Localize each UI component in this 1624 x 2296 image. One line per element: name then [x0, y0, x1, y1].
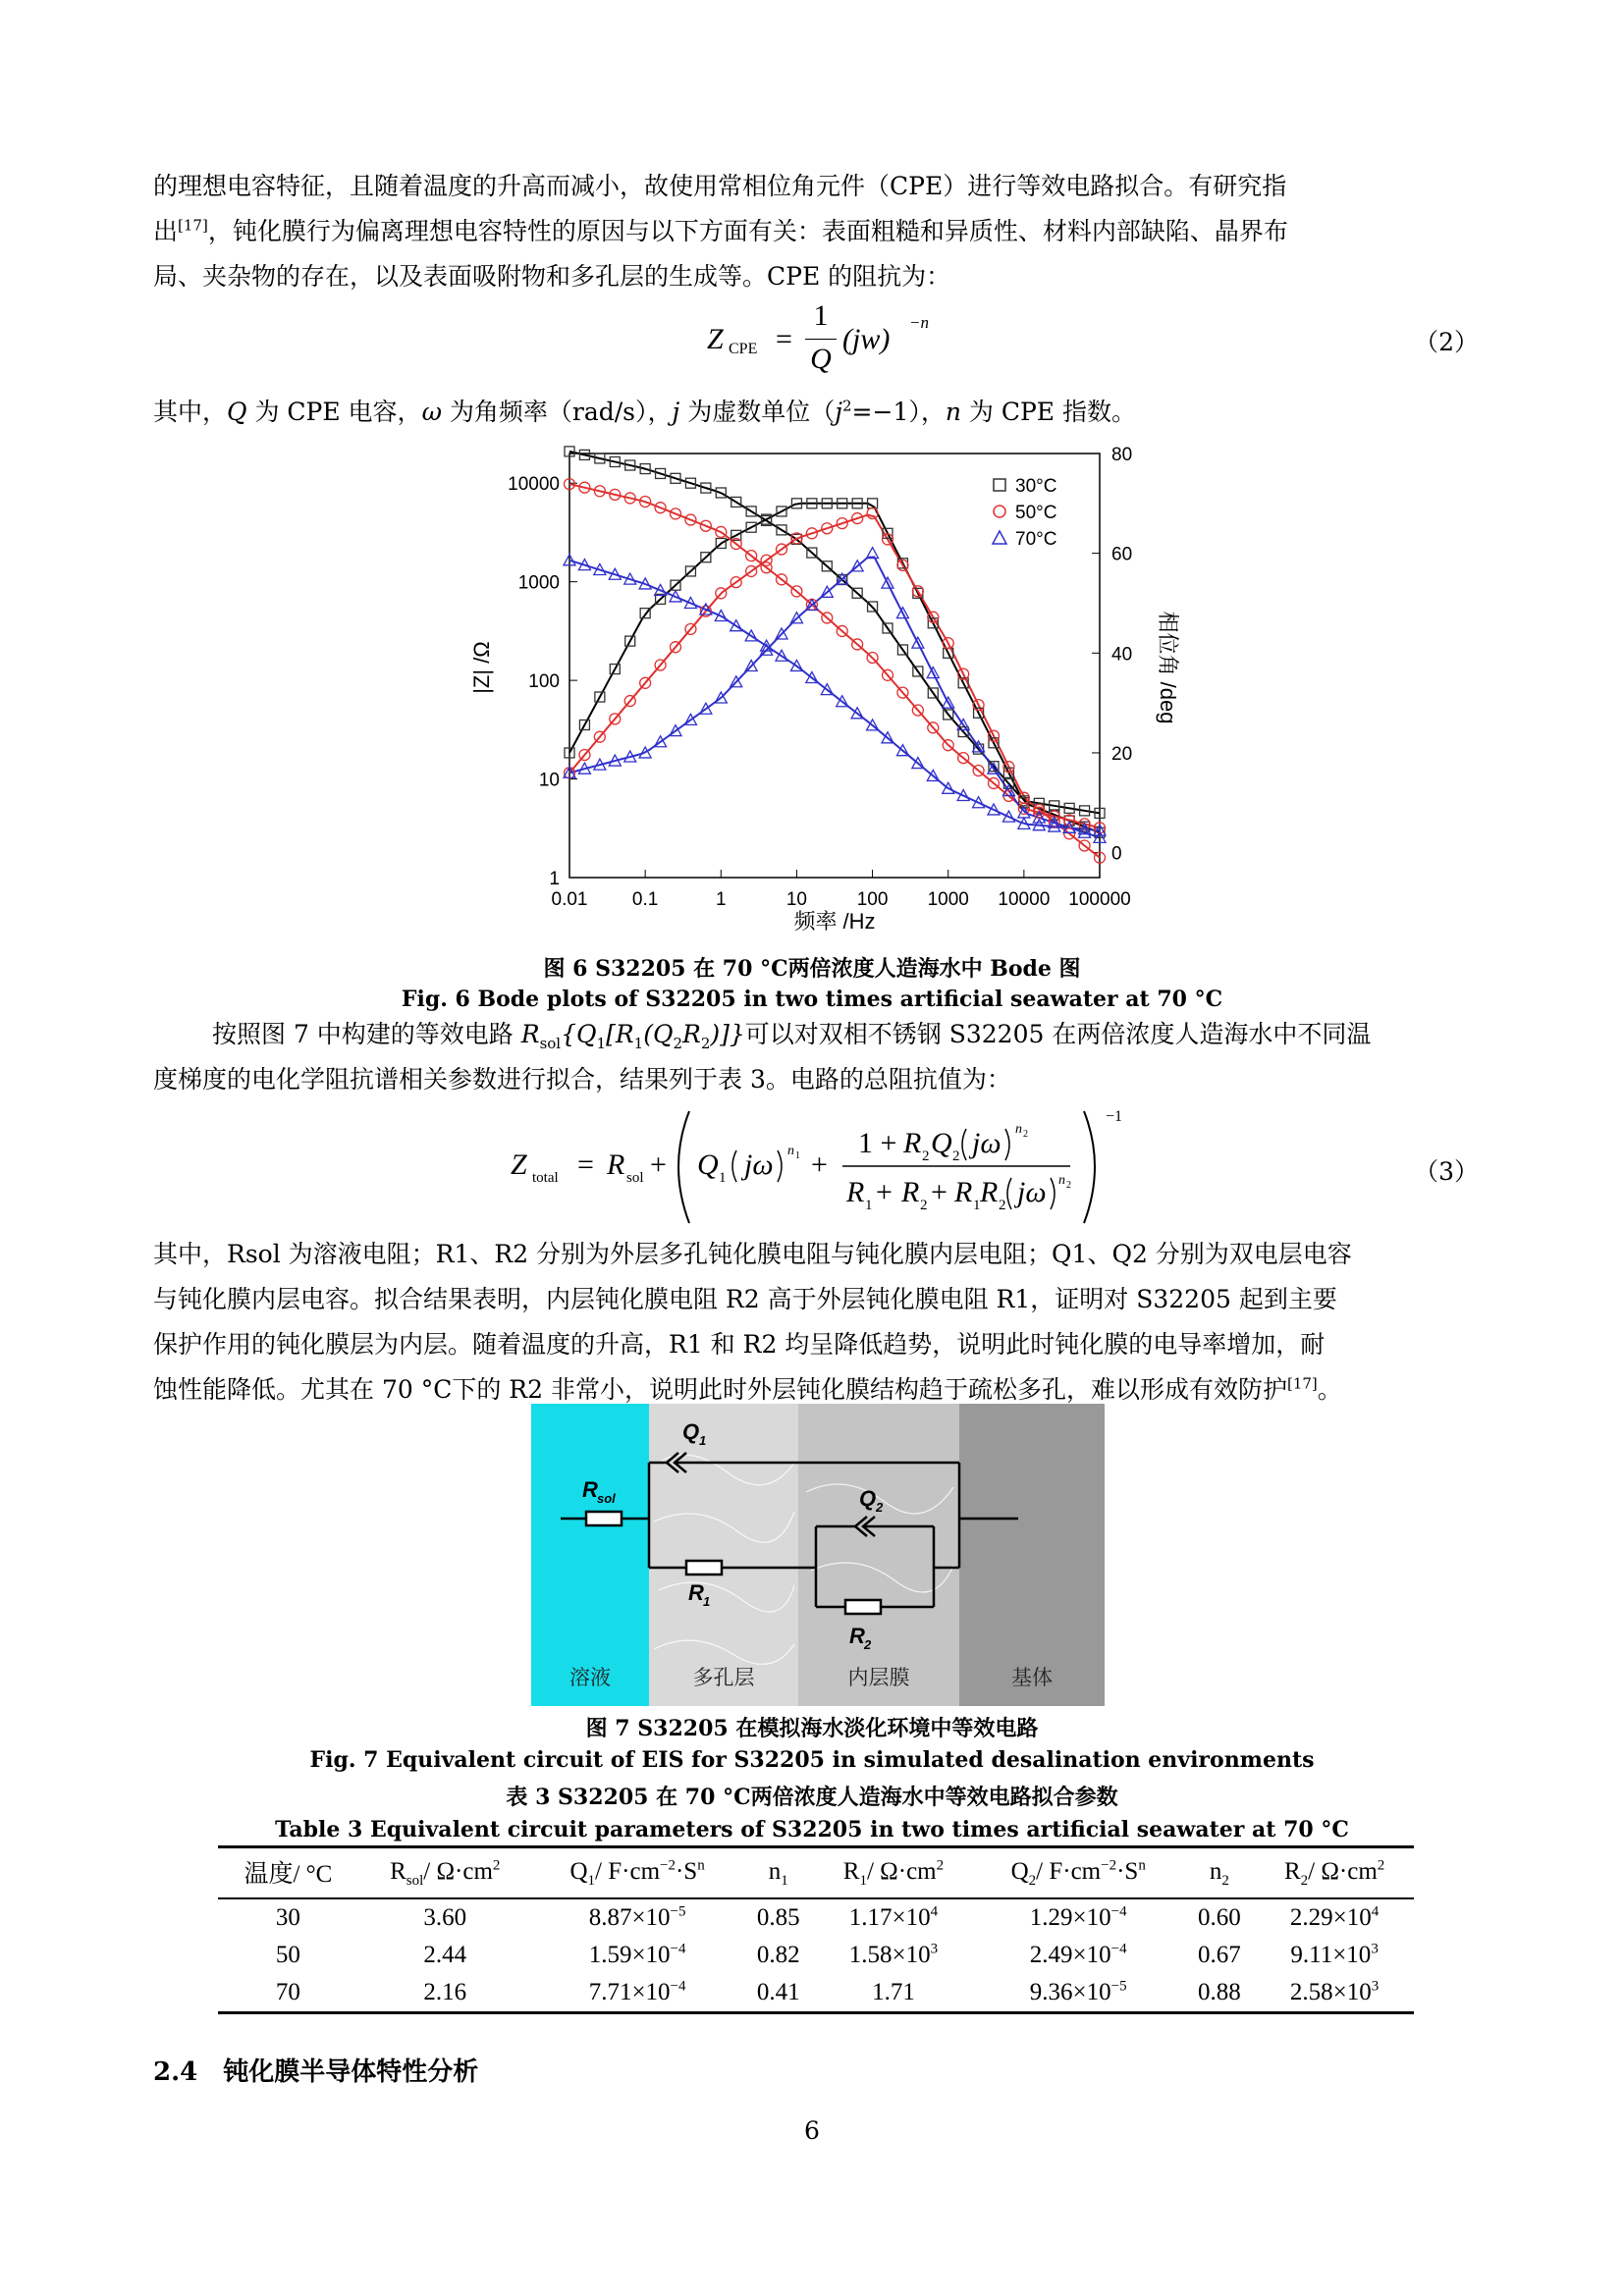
- legend-marker: [994, 506, 1005, 517]
- x-tick-label: 10000: [998, 889, 1051, 910]
- legend-marker: [994, 479, 1005, 491]
- section-heading: 2.4 钝化膜半导体特性分析: [153, 2057, 479, 2087]
- x-tick-label: 100: [856, 889, 889, 910]
- col-rsol: $R_{sol}/$ $\Omega\cdot cm^2$: [358, 1847, 532, 1899]
- y-tick-label: 10: [538, 770, 560, 791]
- col-q1: $Q_1/$ $F\cdot cm^{-2}\cdot S^n$: [532, 1847, 743, 1899]
- svg-text:n: n: [787, 1144, 794, 1158]
- para4-line3: 保护作用的钝化膜层为内层。随着温度的升高，R1 和 R2 均呈降低趋势，说明此时钝化膜的电导率增加，耐: [153, 1330, 1326, 1359]
- x-tick-label: 1: [715, 889, 727, 910]
- para1-line2: 出[17]，钝化膜行为偏离理想电容特性的原因与以下方面有关：表面粗糙和异质性、材料内部缺陷、晶界布: [153, 216, 1288, 245]
- svg-text:2: 2: [864, 1637, 872, 1652]
- svg-text:2: 2: [922, 1148, 930, 1164]
- zone-label-inner: 内层膜: [847, 1666, 910, 1689]
- zone-substrate: [959, 1404, 1105, 1706]
- svg-text:1: 1: [719, 1170, 727, 1186]
- svg-text:1: 1: [865, 1198, 873, 1213]
- svg-text:n: n: [1015, 1122, 1022, 1137]
- para3-line2: 度梯度的电化学阻抗谱相关参数进行拟合，结果列于表 3。电路的总阻抗值为：: [153, 1065, 1011, 1094]
- y2-tick-label: 0: [1111, 843, 1122, 865]
- svg-text:sol: sol: [597, 1491, 616, 1506]
- svg-text:2: 2: [1066, 1180, 1071, 1191]
- table-row: 30 3.60 $8.87\times 10^{-5}$ 0.85 $1.17\times 10^4$ $1.29\times 10^{-4}$ 0.60 $2.29\times 10^4$: [275, 1903, 1380, 1931]
- svg-text:Q: Q: [931, 1127, 952, 1159]
- resistor-r2: [845, 1600, 881, 1614]
- zone-inner-film: [798, 1404, 959, 1706]
- svg-text:R: R: [901, 1176, 920, 1208]
- svg-text:2: 2: [952, 1148, 960, 1164]
- x-tick-label: 0.01: [551, 889, 588, 910]
- fig6-caption-cn: 图 6 S32205 在 70 °C两倍浓度人造海水中 Bode 图: [543, 956, 1081, 982]
- y2-tick-label: 60: [1111, 544, 1133, 565]
- svg-text:1: 1: [699, 1433, 707, 1448]
- x-tick-label: 100000: [1068, 889, 1131, 910]
- x-tick-label: 0.1: [631, 889, 659, 910]
- para4-line4: 蚀性能降低。尤其在 70 °C下的 R2 非常小，说明此时外层钝化膜结构趋于疏松多孔，难以形成有效防护[17]。: [153, 1374, 1342, 1404]
- y-tick-label: 10000: [508, 474, 560, 496]
- svg-text:+: +: [650, 1148, 667, 1181]
- svg-text:2: 2: [876, 1500, 884, 1515]
- svg-text:R: R: [903, 1127, 922, 1159]
- svg-text:=: =: [577, 1148, 594, 1181]
- svg-text:total: total: [532, 1170, 559, 1186]
- equation-3: [511, 1099, 1159, 1237]
- para4-line2: 与钝化膜内层电容。拟合结果表明，内层钝化膜电阻 R2 高于外层钝化膜电阻 R1，证明对 S32205 起到主要: [153, 1285, 1337, 1313]
- svg-text:1: 1: [703, 1594, 711, 1609]
- resistor-r1: [686, 1561, 722, 1575]
- svg-text:sol: sol: [626, 1170, 644, 1186]
- table-row: 50 2.44 $1.59\times 10^{-4}$ 0.82 $1.58\times 10^3$ $2.49\times 10^{-4}$ 0.67 $9.11\times 10^3$: [275, 1941, 1379, 1968]
- table-header-row: [218, 1847, 1414, 1899]
- svg-text:1: 1: [973, 1198, 981, 1213]
- svg-text:+: +: [931, 1176, 947, 1208]
- phase-curve: [569, 504, 1100, 833]
- svg-text:1: 1: [795, 1150, 800, 1161]
- para3-line1: 按照图 7 中构建的等效电路 $R_{sol}\{Q_1[R_1(Q_2R_2)]\}$可以对双相不锈钢 S32205 在两倍浓度人造海水中不同温: [212, 1020, 1372, 1052]
- x-axis-label: 频率 /Hz: [793, 909, 876, 934]
- svg-text:R: R: [954, 1176, 973, 1208]
- para1-line3: 局、夹杂物的存在，以及表面吸附物和多孔层的生成等。CPE 的阻抗为：: [153, 262, 951, 291]
- x-tick-label: 1000: [927, 889, 969, 910]
- col-temperature: 温度/ °C: [218, 1847, 358, 1899]
- svg-text:Q: Q: [859, 1486, 877, 1511]
- zone-label-solution: 溶液: [569, 1666, 611, 1689]
- svg-text:2: 2: [1023, 1129, 1028, 1140]
- x-tick-label: 10: [785, 889, 807, 910]
- col-n1: $n_1$: [743, 1847, 815, 1899]
- table3-caption-en: Table 3 Equivalent circuit parameters of S32205 in two times artificial seawater at 70 °C: [275, 1817, 1349, 1842]
- resistor-rsol: [586, 1512, 622, 1525]
- fig6-caption-en: Fig. 6 Bode plots of S32205 in two times artificial seawater at 70 °C: [401, 987, 1223, 1012]
- svg-text:jω: jω: [972, 1127, 1001, 1159]
- citation: [17]: [178, 216, 208, 235]
- equation-2-number: （2）: [1414, 328, 1479, 356]
- svg-text:2: 2: [999, 1198, 1006, 1213]
- equation-2: Z CPE = 1 Q (jw) −n: [707, 299, 929, 375]
- col-r2: $R_2/$ $\Omega\cdot cm^2$: [1255, 1847, 1414, 1899]
- zone-solution: [531, 1404, 649, 1706]
- legend-marker: [993, 531, 1006, 544]
- svg-text:Q: Q: [682, 1419, 700, 1444]
- legend-label: 30°C: [1015, 476, 1057, 497]
- y2-tick-label: 40: [1111, 644, 1133, 666]
- y-axis-label: |Z| /Ω: [469, 641, 494, 694]
- col-q2: $Q_2/$ $F\cdot cm^{-2}\cdot S^n$: [973, 1847, 1184, 1899]
- svg-text:jω: jω: [744, 1148, 774, 1181]
- y-tick-label: 100: [528, 671, 560, 693]
- y-tick-label: 1: [549, 869, 560, 889]
- y2-tick-label: 20: [1111, 743, 1133, 765]
- table-3: [218, 1845, 1414, 2014]
- equation-3-number: （3）: [1414, 1157, 1479, 1186]
- fig7-caption-cn: 图 7 S32205 在模拟海水淡化环境中等效电路: [585, 1716, 1039, 1741]
- bode-plot: [461, 440, 1180, 950]
- equivalent-circuit: [531, 1404, 1105, 1706]
- para1-line1: 的理想电容特征，且随着温度的升高而减小，故使用常相位角元件（CPE）进行等效电路拟合。有研究指: [153, 172, 1287, 200]
- citation: [17]: [1286, 1374, 1318, 1393]
- svg-text:Q: Q: [697, 1148, 719, 1181]
- y2-tick-label: 80: [1111, 445, 1133, 465]
- y-tick-label: 1000: [517, 572, 560, 594]
- svg-text:Z: Z: [511, 1148, 527, 1181]
- svg-text:+: +: [876, 1176, 893, 1208]
- svg-text:n: n: [1058, 1173, 1065, 1188]
- svg-text:R: R: [980, 1176, 999, 1208]
- svg-text:R: R: [849, 1624, 865, 1648]
- zone-label-substrate: 基体: [1011, 1666, 1053, 1689]
- col-n2: $n_2$: [1184, 1847, 1256, 1899]
- legend-label: 70°C: [1015, 529, 1057, 550]
- legend-label: 50°C: [1015, 503, 1057, 523]
- svg-text:2: 2: [920, 1198, 928, 1213]
- svg-text:1 +: 1 +: [858, 1127, 897, 1159]
- svg-text:R: R: [688, 1580, 704, 1605]
- svg-text:+: +: [811, 1148, 828, 1181]
- table3-caption-cn: 表 3 S32205 在 70 °C两倍浓度人造海水中等效电路拟合参数: [506, 1785, 1118, 1810]
- page-number: 6: [804, 2116, 820, 2145]
- table-row: 70 2.16 $7.71\times 10^{-4}$ 0.41 1.71 $9.36\times 10^{-5}$ 0.88 $2.58\times 10^3$: [218, 1974, 1414, 2013]
- para2-line: 其中，Q 为 CPE 电容，ω 为角频率（rad/s），j 为虚数单位$(j^2=-1)$，n 为 CPE 指数。: [153, 397, 1137, 426]
- svg-text:R: R: [846, 1176, 865, 1208]
- svg-text:R: R: [582, 1477, 598, 1502]
- svg-text:−1: −1: [1106, 1108, 1123, 1125]
- y2-axis-label: 相位角 /deg: [1156, 611, 1180, 724]
- fig7-caption-en: Fig. 7 Equivalent circuit of EIS for S32205 in simulated desalination environments: [309, 1747, 1315, 1773]
- col-r1: $R_1/$ $\Omega\cdot cm^2$: [814, 1847, 973, 1899]
- para4-line1: 其中，Rsol 为溶液电阻；R1、R2 分别为外层多孔钝化膜电阻与钝化膜内层电阻；Q1、Q2 分别为双电层电容: [153, 1240, 1352, 1268]
- svg-text:jω: jω: [1017, 1176, 1047, 1208]
- svg-text:R: R: [607, 1148, 625, 1181]
- zone-label-porous: 多孔层: [692, 1666, 755, 1689]
